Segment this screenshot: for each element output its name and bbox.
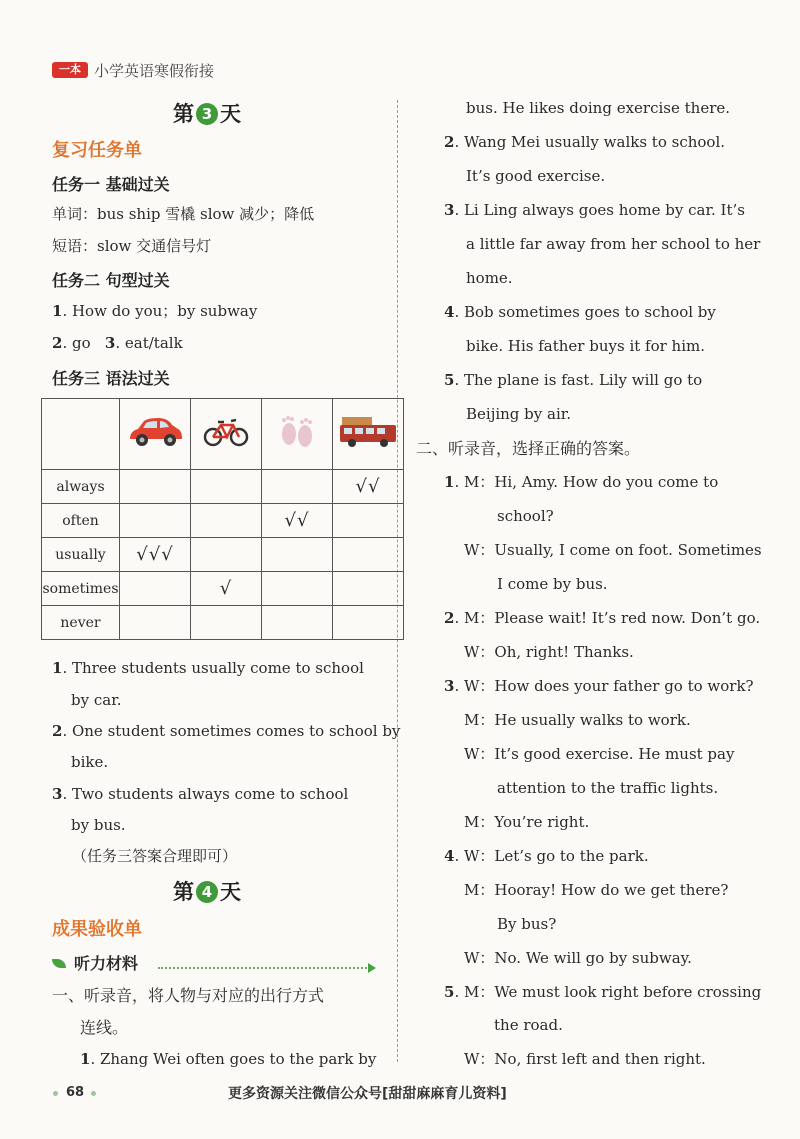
part-1-item-5 (444, 363, 702, 397)
leaf-icon (52, 959, 66, 968)
car-icon (126, 415, 184, 449)
table-cell (191, 470, 262, 504)
summary-1-cont: by car. (71, 691, 122, 709)
table-cell (333, 572, 404, 606)
day-label: 天 (220, 102, 241, 126)
section-review-tasks: 复习任务单 (52, 140, 142, 161)
table-header-cell (191, 399, 262, 470)
item-text: . Wang Mei usually walks to school. (454, 133, 726, 151)
item-number: 1 (52, 659, 63, 677)
dialogue-5-line-1-cont: the road. (494, 1016, 563, 1034)
series-title: 小学英语寒假衔接 (94, 62, 215, 80)
decor-dot (53, 1091, 58, 1096)
day-label: 天 (220, 880, 241, 904)
footprints-icon (275, 412, 319, 452)
dialogue-4-line-2-cont: By bus? (497, 915, 557, 933)
summary-text: . One student sometimes comes to school by (62, 722, 401, 740)
table-header-cell (262, 399, 333, 470)
answer-text: . go (62, 334, 91, 352)
summary-2 (52, 715, 400, 747)
table-cell (262, 606, 333, 640)
table-header-cell (333, 399, 404, 470)
dialogue-3-line-2: M：He usually walks to work. (464, 711, 691, 729)
part-1-item-1-cont: bus. He likes doing exercise there. (466, 99, 731, 117)
table-cell: √ (191, 572, 262, 606)
dialogue-3-line-3-cont: attention to the traffic lights. (497, 779, 719, 797)
item-number: 4 (444, 303, 455, 321)
table-header-cell (120, 399, 191, 470)
answer-text: . How do you；by subway (62, 302, 258, 320)
task-2-answer-1 (52, 295, 257, 327)
frequency-table (41, 398, 404, 640)
summary-3-cont: by bus. (71, 816, 126, 834)
dialogue-5-line-1 (444, 975, 761, 1009)
part-1-item-4-cont: bike. His father buys it for him. (466, 337, 706, 355)
table-cell (262, 470, 333, 504)
table-cell: √√ (333, 470, 404, 504)
task-1-words: 单词：bus ship 雪橇 slow 减少；降低 (52, 205, 315, 223)
item-number: 1 (80, 1050, 91, 1068)
part-1-title: 一、听录音，将人物与对应的出行方式 (52, 986, 325, 1005)
table-cell (333, 606, 404, 640)
table-cell (120, 504, 191, 538)
item-text: . Zhang Wei often goes to the park by (90, 1050, 377, 1068)
table-row (42, 470, 404, 504)
dialogue-3-line-1 (444, 669, 754, 703)
table-cell (120, 572, 191, 606)
day-label: 第 (173, 880, 194, 904)
dialogue-text: . M：Please wait! It’s red now. Don’t go. (454, 609, 761, 627)
answer-text: . eat/talk (115, 334, 183, 352)
table-corner-cell (42, 399, 120, 470)
summary-1 (52, 652, 364, 684)
part-2-title: 二、听录音，选择正确的答案。 (416, 439, 641, 458)
part-1-title-cont: 连线。 (80, 1018, 129, 1037)
row-label: sometimes (42, 572, 120, 606)
item-text: . Li Ling always goes home by car. It’s (454, 201, 745, 219)
item-number: 2 (444, 133, 455, 151)
part-1-item-3-cont: a little far away from her school to her (466, 235, 761, 253)
table-cell (191, 504, 262, 538)
dialogue-5-line-2: W：No, first left and then right. (464, 1050, 706, 1068)
table-cell: √√ (262, 504, 333, 538)
table-row (42, 538, 404, 572)
item-number: 2 (52, 334, 63, 352)
table-cell (191, 538, 262, 572)
dialogue-4-line-2: M：Hooray! How do we get there? (464, 881, 729, 899)
summary-3 (52, 778, 348, 810)
table-row (42, 606, 404, 640)
table-header-row (42, 399, 404, 470)
summary-text: . Three students usually come to school (62, 659, 364, 677)
item-number: 1 (444, 473, 455, 491)
table-cell (333, 538, 404, 572)
summary-text: . Two students always come to school (62, 785, 349, 803)
table-cell (120, 470, 191, 504)
row-label: usually (42, 538, 120, 572)
table-cell: √√√ (120, 538, 191, 572)
task-1-phrases: 短语：slow 交通信号灯 (52, 237, 212, 255)
page-number: 68 (66, 1085, 85, 1100)
section-results-check: 成果验收单 (52, 919, 142, 940)
day-label: 第 (173, 102, 194, 126)
dialogue-3-line-3: W：It’s good exercise. He must pay (464, 745, 735, 763)
bicycle-icon (203, 416, 249, 448)
row-label: never (42, 606, 120, 640)
dialogue-4-line-1 (444, 839, 649, 873)
dialogue-2-line-2: W：Oh, right! Thanks. (464, 643, 634, 661)
table-row (42, 572, 404, 606)
task-3-note: （任务三答案合理即可） (72, 847, 238, 865)
dialogue-text: . W：How does your father go to work? (454, 677, 754, 695)
item-text: . The plane is fast. Lily will go to (454, 371, 703, 389)
summary-2-cont: bike. (71, 753, 109, 771)
table-cell (262, 538, 333, 572)
item-number: 5 (444, 983, 455, 1001)
part-1-item-3-cont2: home. (466, 269, 513, 287)
part-1-item-2 (444, 125, 725, 159)
day-4-title (173, 876, 241, 906)
part-1-item-2-cont: It’s good exercise. (466, 167, 606, 185)
table-row (42, 504, 404, 538)
item-number: 4 (444, 847, 455, 865)
dialogue-4-line-3: W：No. We will go by subway. (464, 949, 692, 967)
task-2-title: 任务二 句型过关 (52, 271, 170, 290)
listening-material-title (52, 951, 138, 974)
dialogue-1-line-1-cont: school? (497, 507, 554, 525)
item-number: 1 (52, 302, 63, 320)
table-cell (333, 504, 404, 538)
part-1-item-3 (444, 193, 745, 227)
table-cell (191, 606, 262, 640)
row-label: often (42, 504, 120, 538)
item-number: 2 (444, 609, 455, 627)
arrow-icon (368, 963, 376, 973)
dotted-rule (158, 967, 374, 969)
row-label: always (42, 470, 120, 504)
item-number: 3 (444, 201, 455, 219)
decor-dot (91, 1091, 96, 1096)
table-cell (262, 572, 333, 606)
item-number: 2 (52, 722, 63, 740)
item-number: 5 (444, 371, 455, 389)
dialogue-1-line-1 (444, 465, 718, 499)
part-1-item-4 (444, 295, 716, 329)
table-cell (120, 606, 191, 640)
dialogue-3-line-4: M：You’re right. (464, 813, 590, 831)
footer-note: 更多资源关注微信公众号[甜甜麻麻育儿资料] (228, 1086, 507, 1102)
task-3-title: 任务三 语法过关 (52, 369, 170, 388)
publisher-logo: 一本 (52, 62, 88, 78)
item-number: 3 (104, 334, 116, 352)
task-2-answer-2-3 (52, 327, 183, 359)
item-number: 3 (52, 785, 63, 803)
part-1-item-1 (80, 1043, 376, 1075)
listening-label: 听力材料 (74, 954, 139, 973)
day-3-title (173, 98, 241, 128)
dialogue-text: . M：We must look right before crossing (454, 983, 762, 1001)
item-text: . Bob sometimes goes to school by (454, 303, 716, 321)
dialogue-1-line-2: W：Usually, I come on foot. Sometimes (464, 541, 762, 559)
task-1-title: 任务一 基础过关 (52, 175, 170, 194)
dialogue-2-line-1 (444, 601, 760, 635)
part-1-item-5-cont: Beijing by air. (466, 405, 572, 423)
bus-icon (338, 415, 398, 449)
day-number-badge: 4 (196, 881, 218, 903)
day-number-badge: 3 (196, 103, 218, 125)
dialogue-1-line-2-cont: I come by bus. (497, 575, 608, 593)
dialogue-text: . M：Hi, Amy. How do you come to (454, 473, 719, 491)
dialogue-text: . W：Let’s go to the park. (454, 847, 649, 865)
item-number: 3 (444, 677, 455, 695)
